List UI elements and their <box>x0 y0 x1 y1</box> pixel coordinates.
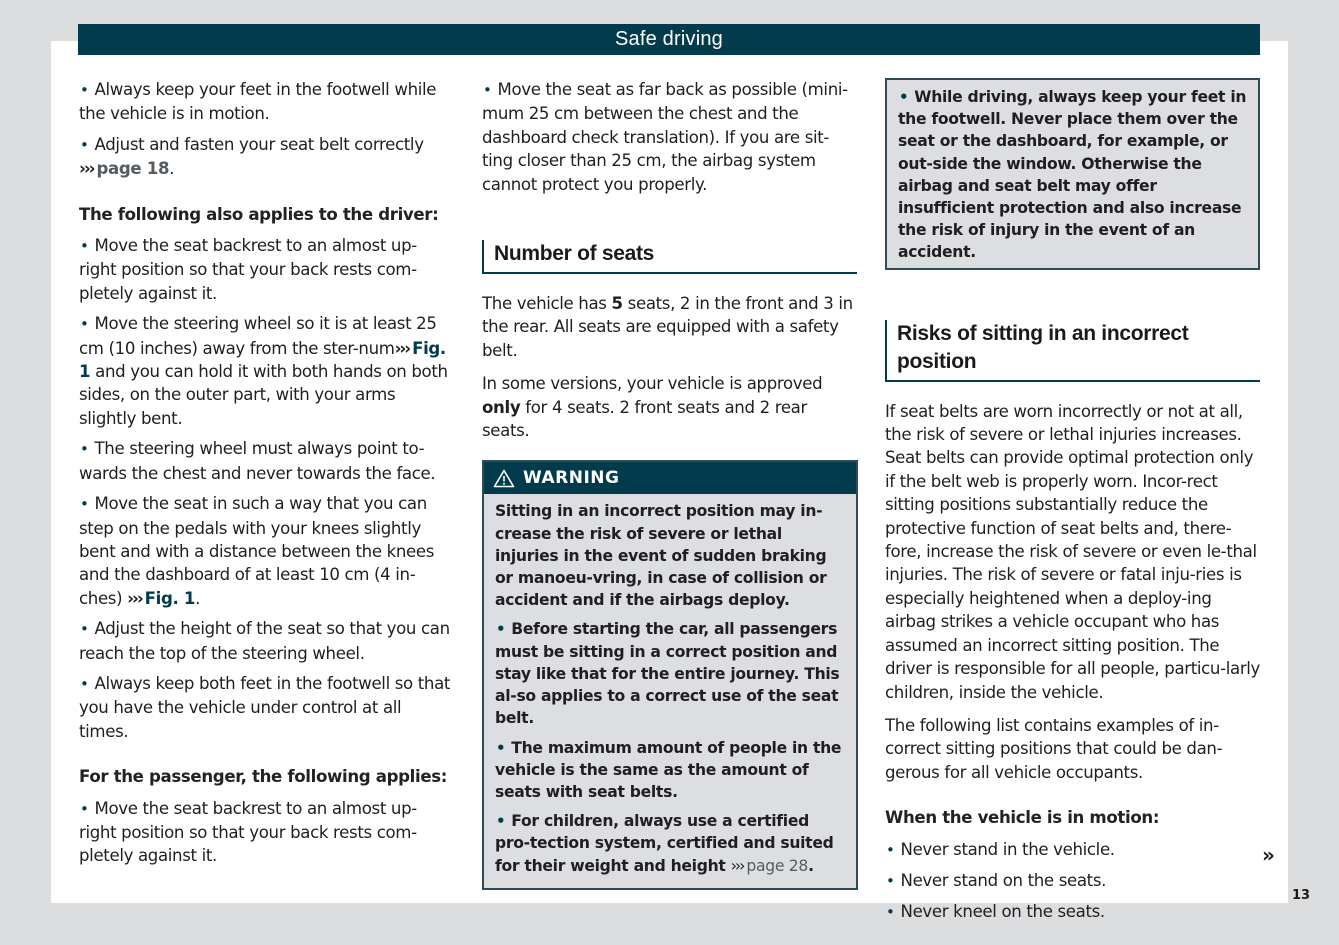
warning-box <box>482 460 858 889</box>
page-link[interactable] <box>79 159 169 178</box>
section-title-number-of-seats <box>482 240 857 274</box>
chapter-header <box>78 24 1260 55</box>
list-item: • Never stand on the seats. <box>885 869 1261 893</box>
warning-label: WARNING <box>523 468 620 489</box>
cross-reference-icon: ››› <box>127 588 142 608</box>
warning-list-item: • The maximum amount of people in the vehicle is the same as the amount of seats with seat belts. <box>495 737 846 804</box>
subheading-motion: When the vehicle is in motion: <box>885 808 1160 828</box>
column-1 <box>79 78 451 875</box>
warning-body <box>887 80 1258 268</box>
section-title-text: Number of seats <box>494 242 655 266</box>
page-link-label: page 18 <box>96 159 170 179</box>
list-item-text: Move the steering wheel so it is at least 25 cm (10 inches) away from the ster-num <box>79 314 437 358</box>
text: In some versions, your vehicle is approved <box>482 374 823 394</box>
emphasis: 5 <box>611 294 623 314</box>
cross-reference-icon: ››› <box>394 338 410 358</box>
list-item-text: Move the seat in such a way that you can step on the pedals with your knees slightly bent and with a distance between the knees and the dashboard of at least 10 cm (4 in-ches) <box>79 494 435 608</box>
text: for 4 seats. 2 front seats and 2 rear seats. <box>482 397 807 441</box>
list-item: • Move the seat as far back as possible (mini-mum 25 cm between the chest and the dashboard check translation). If you are sit-ting closer than 25 cm, the airbag system cannot protect you properly. <box>482 78 858 196</box>
warning-box-continued <box>885 78 1260 270</box>
cross-reference-icon: ››› <box>79 159 94 179</box>
warning-intro: Sitting in an incorrect position may in-crease the risk of severe or lethal injuries in the event of sudden braking or manoeu-vring, in case of collision or accident and if the airbags deploy. <box>495 502 827 610</box>
list-item: • Move the seat backrest to an almost up-right position so that your back rests com-pletely against it. <box>79 797 451 868</box>
page-link-label: page 28 <box>746 856 809 875</box>
text: The vehicle has <box>482 294 612 314</box>
list-item-text: Adjust and fasten your seat belt correctly <box>94 134 424 154</box>
paragraph <box>482 292 858 362</box>
list-item: • Adjust the height of the seat so that you can reach the top of the steering wheel. <box>79 617 451 665</box>
warning-triangle-icon <box>493 469 515 488</box>
page-number: 13 <box>1292 888 1311 903</box>
warning-body <box>484 494 856 887</box>
list-item <box>79 312 451 430</box>
list-item-text: For children, always use a certified pro-tection system, certified and suited for their weight and height <box>495 812 834 875</box>
list-item: • Never kneel on the seats. <box>885 900 1261 924</box>
warning-list-item: • While driving, always keep your feet in the footwell. Never place them over the seat or the dashboard, for example, or out-side the window. Otherwise the airbag and seat belt may offer insufficient protection and also increase the risk of injury in the event of an accident. <box>898 86 1248 264</box>
list-item: • Move the seat backrest to an almost up-right position so that your back rests com-pletely against it. <box>79 234 451 305</box>
figure-link[interactable] <box>127 589 195 608</box>
list-item-text: and you can hold it with both hands on both sides, on the outer part, with your arms slightly bent. <box>79 362 448 428</box>
emphasis: only <box>482 397 521 417</box>
list-item: • Never stand in the vehicle. <box>885 838 1261 862</box>
list-item: • Adjust and fasten your seat belt correctly ››› page 18. <box>79 133 451 181</box>
list-item: • Always keep both feet in the footwell so that you have the vehicle under control at all times. <box>79 672 451 743</box>
paragraph: The following list contains examples of in-correct sitting positions that could be dan-gerous for all vehicle occupants. <box>885 715 1223 782</box>
paragraph: If seat belts are worn incorrectly or not at all, the risk of severe or lethal injuries increases. Seat belts can provide optimal protection only if the belt web is properly worn. Incor-rect sitting positions substantially reduce the protective function of seat belts and, there-fore, increase the risk of severe or even le-thal injuries. The risk of severe or fatal inju-ries is especially heightened when a deploy-ing airbag strikes a vehicle occupant who has assumed an incorrect sitting position. The driver is responsible for all people, particu-larly children, inside the vehicle. <box>885 401 1261 702</box>
list-item: • The steering wheel must always point to-wards the chest and never towards the face. <box>79 437 451 485</box>
column-2 <box>482 78 858 890</box>
section-title-text: Risks of sitting in an incorrect position <box>897 321 1189 373</box>
text: seats, 2 in the front and 3 in the rear. All seats are equipped with a safety belt. <box>482 294 853 360</box>
figure-link-label: Fig. 1 <box>144 588 196 608</box>
warning-list-item: • For children, always use a certified pro-tection system, certified and suited for their weight and height ››› page 28. <box>495 810 846 877</box>
paragraph <box>482 372 858 442</box>
list-item: • Always keep your feet in the footwell while the vehicle is in motion. <box>79 78 451 126</box>
cross-reference-icon: ››› <box>730 856 744 875</box>
subheading-passenger: For the passenger, the following applies: <box>79 767 448 787</box>
column-3 <box>885 78 1261 932</box>
subheading-driver: The following also applies to the driver: <box>79 204 439 224</box>
warning-header <box>484 462 856 494</box>
chapter-title: Safe driving <box>614 28 723 50</box>
list-item: • Move the seat in such a way that you can step on the pedals with your knees slightly bent and with a distance between the knees and the dashboard of at least 10 cm (4 in-ches) ››› Fig. 1. <box>79 492 451 610</box>
figure-link-label: Fig. 1 <box>79 338 446 382</box>
section-title-risks <box>885 320 1260 382</box>
page-link[interactable] <box>731 857 808 875</box>
continued-next-page-icon: » <box>1262 843 1275 867</box>
warning-list-item: • Before starting the car, all passengers must be sitting in a correct position and stay like that for the entire journey. This al-so applies to a correct use of the seat belt. <box>495 618 846 729</box>
